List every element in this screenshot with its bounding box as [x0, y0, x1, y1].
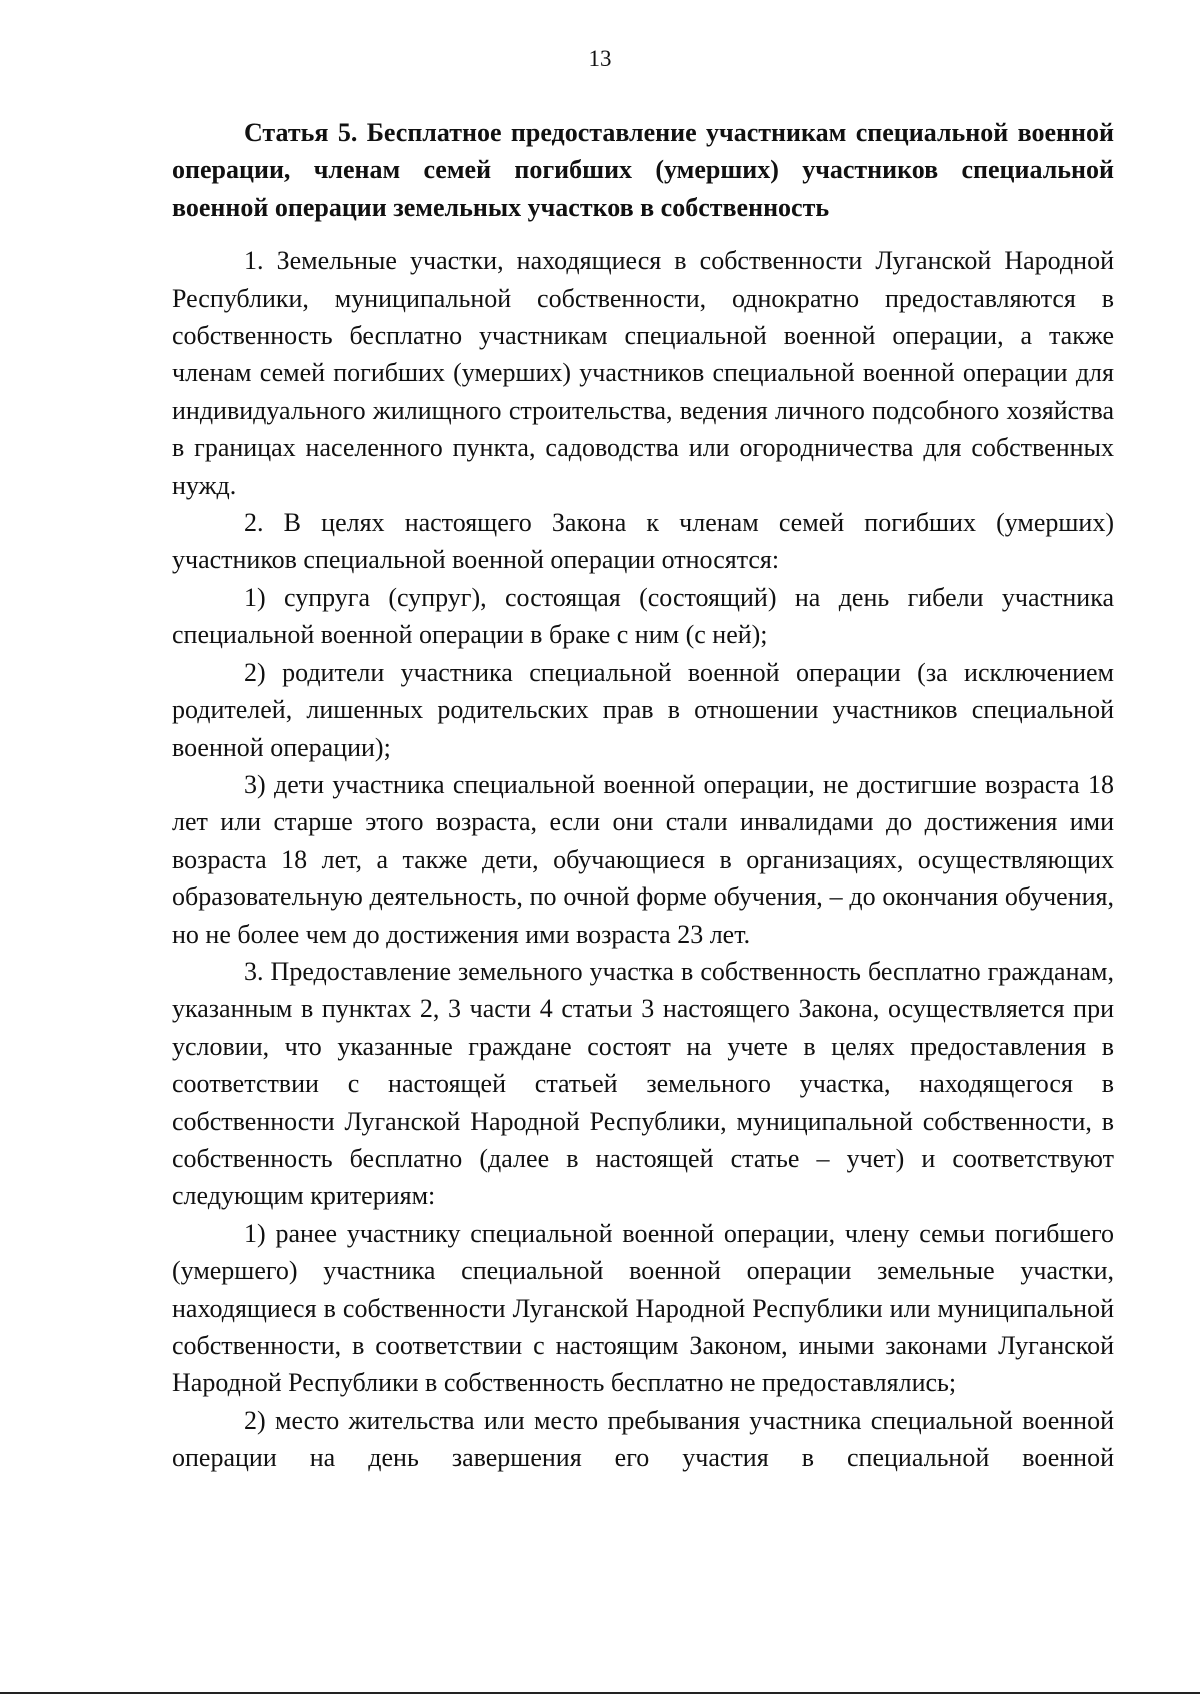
paragraph-1: 1. Земельные участки, находящиеся в собственности Луганской Народной Республики, муниципальной собственности, однократно предоставляются в собственность бесплатно участникам специальной военной операции, а также членам семей погибших (умерших) участников специальной военной операции для индивидуального жилищного строительства, ведения личного подсобного хозяйства в границах населенного пункта, садоводства или огородничества для собственных нужд.	[172, 246, 1114, 500]
paragraph-2-item-1: 1) супруга (супруг), состоящая (состоящий) на день гибели участника специальной военной операции в браке с ним (с ней);	[172, 582, 1114, 650]
bottom-edge-line	[0, 1692, 1200, 1694]
paragraph-2-item-3: 3) дети участника специальной военной операции, не достигшие возраста 18 лет или старше этого возраста, если они стали инвалидами до достижения ими возраста 18 лет, а также дети, обучающиеся в организациях, осуществляющих образовательную деятельность, по очной форме обучения, – до окончания обучения, но не более чем до достижения ими возраста 23 лет.	[172, 769, 1114, 949]
article-heading: Статья 5. Бесплатное предоставление участникам специальной военной операции, членам семей погибших (умерших) участников специальной военной операции земельных участков в собственность	[172, 118, 1114, 222]
paragraph-2: 2. В целях настоящего Закона к членам семей погибших (умерших) участников специальной военной операции относятся:	[172, 508, 1114, 575]
paragraph-3: 3. Предоставление земельного участка в собственность бесплатно гражданам, указанным в пунктах 2, 3 части 4 статьи 3 настоящего Закона, осуществляется при условии, что указанные граждане состоят на учете в целях предоставления в соответствии с настоящей статьей земельного участка, находящегося в собственности Луганской Народной Республики, муниципальной собственности, в собственность бесплатно (далее в настоящей статье – учет) и соответствуют следующим критериям:	[172, 956, 1114, 1211]
paragraph-2-item-2: 2) родители участника специальной военной операции (за исключением родителей, лишенных родительских прав в отношении участников специальной военной операции);	[172, 657, 1114, 762]
document-body	[172, 114, 1114, 1477]
paragraph-3-item-2: 2) место жительства или место пребывания участника специальной военной операции на день завершения его участия в специальной военной	[172, 1405, 1114, 1473]
paragraph-3-item-1: 1) ранее участнику специальной военной операции, члену семьи погибшего (умершего) участника специальной военной операции земельные участки, находящиеся в собственности Луганской Народной Республики или муниципальной собственности, в соответствии с настоящим Законом, иными законами Луганской Народной Республики в собственность бесплатно не предоставлялись;	[172, 1218, 1114, 1398]
page-number: 13	[588, 46, 612, 71]
